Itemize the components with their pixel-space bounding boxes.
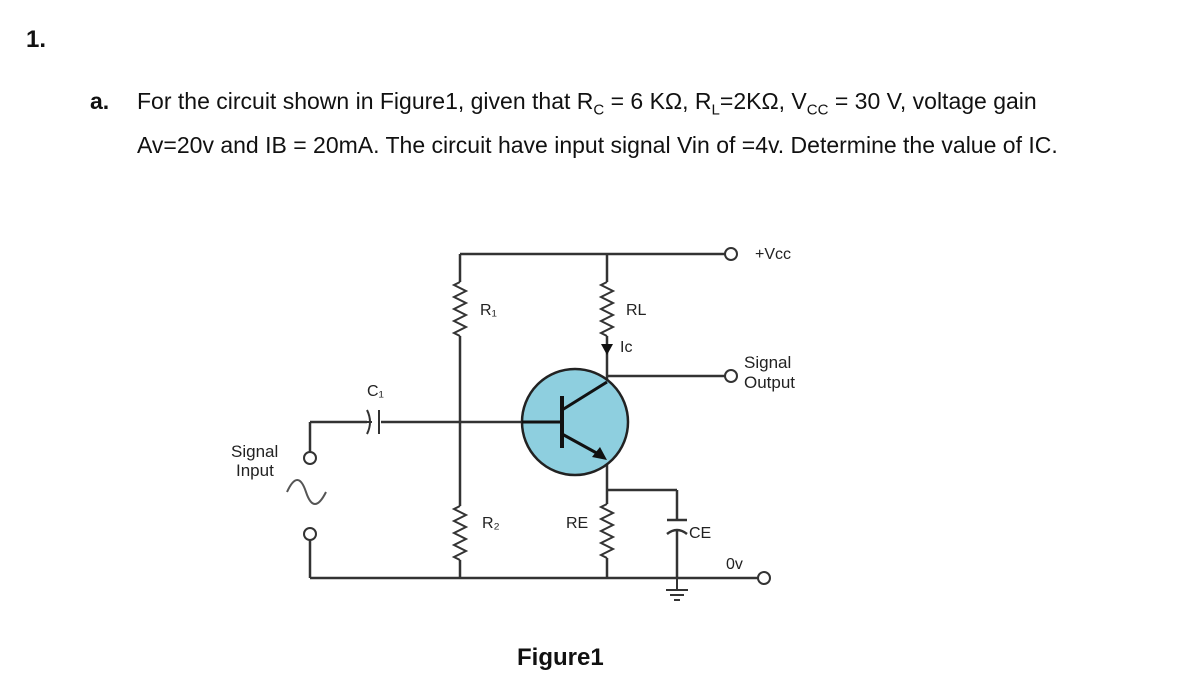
signal-input-label-line2: Input <box>236 461 274 480</box>
signal-output-label-line1: Signal <box>744 353 792 372</box>
output-terminal <box>725 370 737 382</box>
resistor-r2 <box>454 506 466 560</box>
text-segment: = 6 KΩ, R <box>604 88 712 114</box>
re-label: RE <box>566 515 589 532</box>
resistor-r1 <box>454 282 466 336</box>
r1-label: R₁ <box>480 302 497 319</box>
signal-output-label-line2: Output <box>744 373 796 392</box>
subscript-l: L <box>711 101 720 119</box>
input-terminal-bottom <box>304 528 316 540</box>
question-line-2: Av=20v and IB = 20mA. The circuit have input signal Vin of =4v. Determine the value of IC. <box>137 132 1058 158</box>
subscript-cc: CC <box>806 101 829 119</box>
input-terminal-top <box>304 452 316 464</box>
question-part-label: a. <box>90 88 110 114</box>
vcc-label: +Vcc <box>755 246 792 263</box>
ground-terminal <box>758 572 770 584</box>
ce-label: CE <box>689 525 712 542</box>
resistor-re <box>601 504 613 558</box>
figure-caption: Figure1 <box>517 644 604 671</box>
resistor-rl <box>601 282 613 336</box>
c1-label: C₁ <box>367 383 384 400</box>
text-segment: = 30 V, voltage gain <box>828 88 1037 114</box>
question-number: 1. <box>26 26 47 53</box>
ic-label: Ic <box>620 339 633 356</box>
rl-label: RL <box>626 302 647 319</box>
zero-volt-label: 0v <box>726 556 743 573</box>
current-arrow-icon <box>601 344 613 355</box>
text-segment: For the circuit shown in Figure1, given that R <box>137 88 594 114</box>
signal-input-label-line1: Signal <box>231 442 279 461</box>
sine-wave-icon <box>287 480 326 504</box>
text-segment: =2KΩ, V <box>719 88 807 114</box>
subscript-c: C <box>593 101 605 119</box>
r2-label: R₂ <box>482 515 500 532</box>
vcc-terminal <box>725 248 737 260</box>
